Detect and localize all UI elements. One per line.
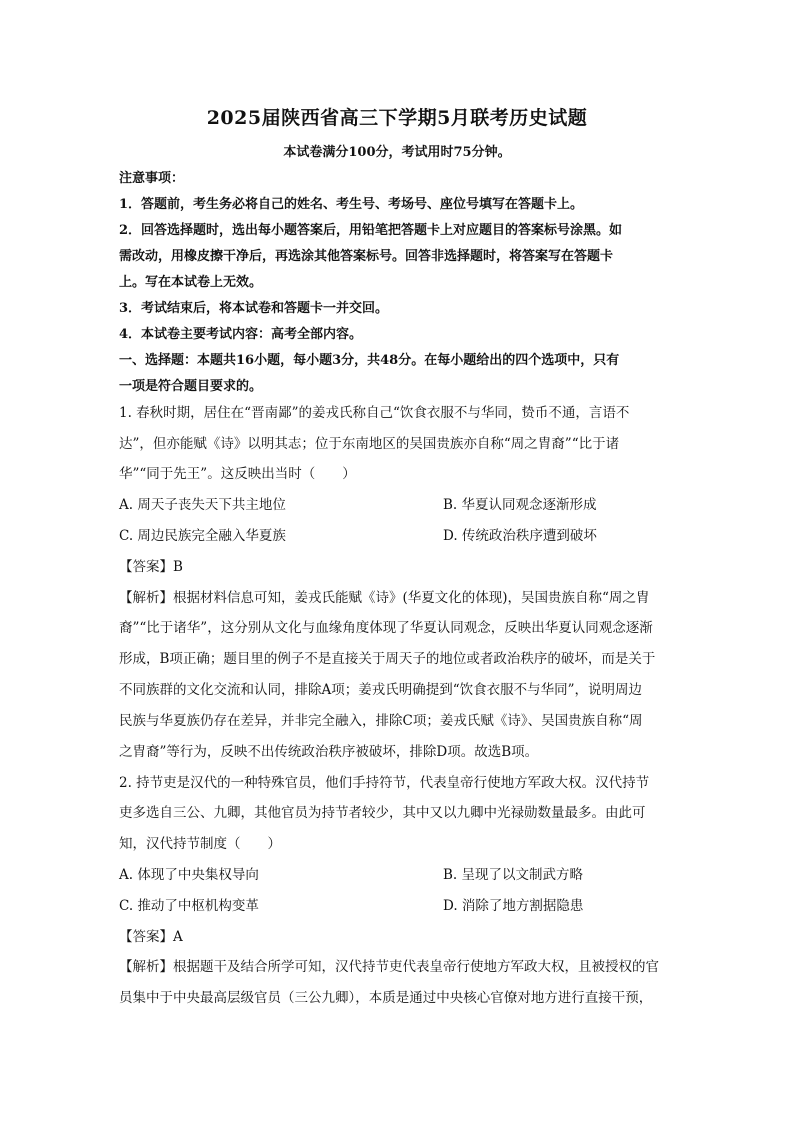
question-1-analysis-line: 不同族群的文化交流和认同，排除A项；姜戎氏明确提到“饮食衣服不与华同”，说明周边 (119, 682, 643, 698)
notice-item: 上。写在本试卷上无效。 (119, 275, 263, 290)
notice-item: 4．本试卷主要考试内容：高考全部内容。 (119, 327, 363, 342)
section-heading: 一、选择题：本题共16小题，每小题3分，共48分。在每小题给出的四个选项中，只有 (119, 353, 620, 368)
question-1-line: 华”“同于先王”。这反映出当时（ ） (119, 466, 356, 482)
question-2-line: 知，汉代持节制度（ ） (119, 836, 281, 852)
question-1-analysis-line: 民族与华夏族仍存在差异，并非完全融入，排除C项；姜戎氏赋《诗》、吴国贵族自称“周 (119, 713, 643, 729)
question-1-option-a: A. 周天子丧失天下共主地位 (119, 497, 286, 513)
question-2-option-a: A. 体现了中央集权导向 (119, 867, 259, 883)
question-1-line: 达”，但亦能赋《诗》以明其志；位于东南地区的吴国贵族亦自称“周之胄裔”“比于诸 (119, 436, 620, 452)
question-1-analysis-line: 之胄裔”等行为，反映不出传统政治秩序被破坏，排除D项。故选B项。 (119, 744, 539, 760)
exam-title: 2025届陕西省高三下学期5月联考历史试题 (206, 107, 588, 129)
notice-heading: 注意事项： (119, 171, 185, 186)
question-2-answer: 【答案】A (119, 929, 183, 945)
notice-item: 需改动，用橡皮擦干净后，再选涂其他答案标号。回答非选择题时，将答案写在答题卡 (119, 249, 614, 264)
question-1-answer: 【答案】B (119, 559, 183, 575)
section-heading-cont: 一项是符合题目要求的。 (119, 379, 263, 394)
question-2-line: 吏多选自三公、九卿，其他官员为持节者较少，其中又以九卿中光禄勋数量最多。由此可 (119, 805, 646, 821)
question-1-analysis-line: 【解析】根据材料信息可知，姜戎氏能赋《诗》(华夏文化的体现)，吴国贵族自称“周之胄 (119, 590, 650, 606)
question-1-analysis-line: 裔”“比于诸华”，这分别从文化与血缘角度体现了华夏认同观念，反映出华夏认同观念逐渐 (119, 620, 653, 636)
question-1-analysis-line: 形成，B项正确；题目里的例子不是直接关于周天子的地位或者政治秩序的破坏，而是关于 (119, 651, 656, 667)
notice-item: 2．回答选择题时，选出每小题答案后，用铅笔把答题卡上对应题目的答案标号涂黑。如 (119, 223, 623, 238)
question-2-option-b: B. 呈现了以文制武方略 (443, 867, 584, 883)
question-1-line: 1. 春秋时期，居住在“晋南鄙”的姜戎氏称自己“饮食衣服不与华同，贽币不通，言语不 (119, 405, 630, 421)
question-2-analysis-line: 员集中于中央最高层级官员（三公九卿），本质是通过中央核心官僚对地方进行直接干预， (119, 990, 653, 1006)
question-2-option-d: D. 消除了地方割据隐患 (443, 898, 584, 914)
exam-subtitle: 本试卷满分100分，考试用时75分钟。 (283, 145, 511, 160)
question-1-option-d: D. 传统政治秩序遭到破坏 (443, 528, 597, 544)
question-2-option-c: C. 推动了中枢机构变革 (119, 898, 259, 914)
question-2-analysis-line: 【解析】根据题干及结合所学可知，汉代持节吏代表皇帝行使地方军政大权，且被授权的官 (119, 959, 659, 975)
question-1-option-b: B. 华夏认同观念逐渐形成 (443, 497, 597, 513)
question-1-option-c: C. 周边民族完全融入华夏族 (119, 528, 286, 544)
notice-item: 1．答题前，考生务必将自己的姓名、考生号、考场号、座位号填写在答题卡上。 (119, 197, 584, 212)
question-2-line: 2. 持节吏是汉代的一种特殊官员，他们手持符节，代表皇帝行使地方军政大权。汉代持节 (119, 775, 650, 791)
notice-item: 3．考试结束后，将本试卷和答题卡一并交回。 (119, 301, 389, 316)
